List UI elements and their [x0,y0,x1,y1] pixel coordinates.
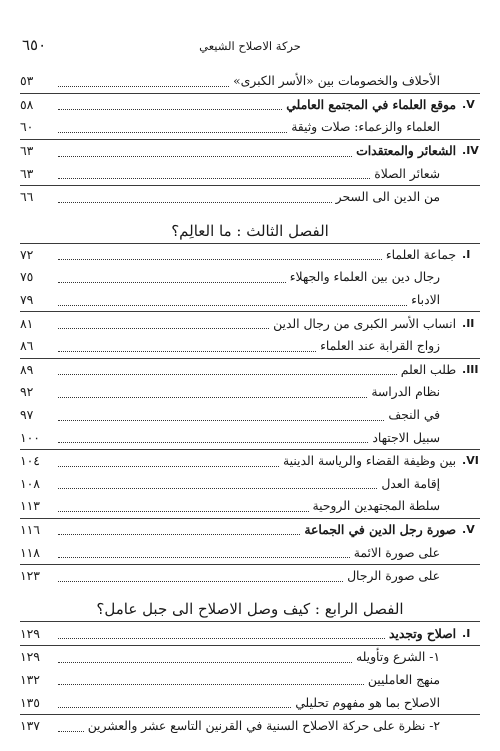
toc-entry[interactable] [20,495,480,518]
toc-entry[interactable] [20,335,480,358]
dot-leader [58,178,370,179]
entry-title: ١- الشرع وتأويله [356,650,440,665]
toc-entry[interactable] [20,473,480,496]
dot-leader [58,86,229,87]
dot-leader [58,305,407,306]
entry-page-number: ٥٣ [20,74,34,89]
entry-title: سلطة المجتهدين الروحية [312,499,440,514]
dot-leader [58,638,385,639]
entry-page-number: ١٣٧ [20,719,40,734]
toc-entry[interactable] [20,358,480,382]
entry-title: طلب العلم [400,362,456,377]
entry-page-number: ٨٦ [20,339,34,354]
dot-leader [58,132,287,133]
entry-title: الأحلاف والخصومات بين «الأسر الكبرى» [233,74,440,89]
toc-entry[interactable] [20,404,480,427]
dot-leader [58,731,84,732]
entry-page-number: ١٠٤ [20,454,40,469]
entry-title: منهج العامليين [367,672,440,687]
dot-leader [58,397,367,398]
entry-page-number: ١٠٠ [20,430,40,445]
toc-entry[interactable] [20,621,480,645]
entry-page-number: ١١٣ [20,499,40,514]
entry-title: صورة رجل الدين في الجماعة [304,521,456,537]
dot-leader [58,684,364,685]
toc-entry[interactable] [20,185,480,209]
toc-entry[interactable] [20,243,480,267]
entry-page-number: ٦٦ [20,190,34,205]
entry-page-number: ٨٩ [20,362,34,377]
section-number: IV. [462,144,479,158]
entry-title: العلماء والزعماء: صلات وثيقة [291,120,440,135]
entry-title: جماعة العلماء [385,247,456,262]
entry-title: الاصلاح بما هو مفهوم تحليلي [295,695,440,710]
entry-page-number: ١٢٩ [20,626,40,641]
dot-leader [58,707,291,708]
entry-title: من الدين الى السحر [335,190,440,205]
dot-leader [58,351,316,352]
section-number: V. [462,97,475,111]
entry-title: الادباء [411,293,440,308]
dot-leader [58,511,309,512]
entry-title: الشعائر والمعتقدات [356,143,456,159]
toc-entry[interactable] [20,162,480,185]
page-header [22,36,478,58]
entry-page-number: ٩٢ [20,385,34,400]
toc-entry[interactable] [20,669,480,692]
entry-title: نظام الدراسة [371,385,440,400]
toc-entry[interactable] [20,116,480,139]
entry-page-number: ١٠٨ [20,476,40,491]
toc-entry[interactable] [20,426,480,449]
dot-leader [58,420,384,421]
toc-entry[interactable] [20,289,480,312]
dot-leader [58,282,286,283]
toc-entry[interactable] [20,714,480,738]
dot-leader [58,202,332,203]
entry-title: اصلاح وتجديد [388,625,456,641]
entry-page-number: ٧٥ [20,270,34,285]
entry-page-number: ٩٧ [20,408,34,423]
entry-page-number: ١٢٩ [20,650,40,665]
running-title: حركة الاصلاح الشيعي [199,39,301,53]
dot-leader [58,442,368,443]
entry-page-number: ١١٨ [20,545,40,560]
toc-entry[interactable] [20,541,480,564]
section-number: V. [462,522,475,536]
toc-entry[interactable] [20,311,480,335]
dot-leader [58,581,343,582]
dot-leader [58,156,352,157]
entry-title: بين وظيفة القضاء والرياسة الدينية [283,454,456,469]
entry-title: رجال دين بين العلماء والجهلاء [289,270,440,285]
section-number: I. [462,247,471,261]
entry-title: انساب الأسر الكبرى من رجال الدين [273,316,456,331]
toc-entry[interactable] [20,691,480,714]
entry-page-number: ١٣٥ [20,695,40,710]
toc-entry[interactable] [20,564,480,588]
entry-title: زواج القرابة عند العلماء [320,339,440,354]
page-number: ٦٥٠ [22,36,47,54]
entry-page-number: ٨١ [20,316,34,331]
dot-leader [58,534,300,535]
entry-page-number: ٥٨ [20,97,34,112]
dot-leader [58,259,382,260]
entry-title: سبيل الاجتهاد [372,430,440,445]
entry-title: في النجف [388,408,440,423]
section-number: III. [462,362,479,376]
entry-page-number: ٧٩ [20,293,34,308]
toc-entry[interactable] [20,381,480,404]
dot-leader [58,109,282,110]
entry-page-number: ٧٢ [20,247,34,262]
entry-title: إقامة العدل [381,476,440,491]
section-number: II. [462,316,475,330]
toc-entry[interactable] [20,93,480,117]
toc-entry[interactable] [20,645,480,669]
toc-entry[interactable] [20,449,480,473]
dot-leader [58,466,279,467]
entry-page-number: ٦٠ [20,120,34,135]
toc-entry[interactable] [20,518,480,542]
dot-leader [58,328,269,329]
toc-entry[interactable] [20,266,480,289]
dot-leader [58,662,352,663]
entry-page-number: ٦٣ [20,166,34,181]
dot-leader [58,557,350,558]
entry-page-number: ١١٦ [20,522,40,537]
entry-title: موقع العلماء في المجتمع العاملي [286,96,456,112]
dot-leader [58,374,397,375]
entry-title: ٢- نظرة على حركة الاصلاح السنية في القرنين التاسع عشر والعشرين [87,719,440,734]
section-number: VI. [462,454,479,468]
chapter-heading: الفصل الثالث : ما العالِم؟ [171,221,329,240]
entry-title: شعائر الصلاة [374,166,440,181]
chapter-heading: الفصل الرابع : كيف وصل الاصلاح الى جبل عامل؟ [96,600,404,619]
toc-entry[interactable] [20,70,480,93]
entry-page-number: ١٣٢ [20,672,40,687]
section-number: I. [462,626,471,640]
entry-page-number: ٦٣ [20,144,34,159]
table-of-contents [20,70,480,737]
entry-title: على صورة الرجال [347,569,440,584]
toc-entry[interactable] [20,139,480,163]
entry-title: على صورة الائمة [353,545,440,560]
dot-leader [58,488,377,489]
entry-page-number: ١٢٣ [20,569,40,584]
